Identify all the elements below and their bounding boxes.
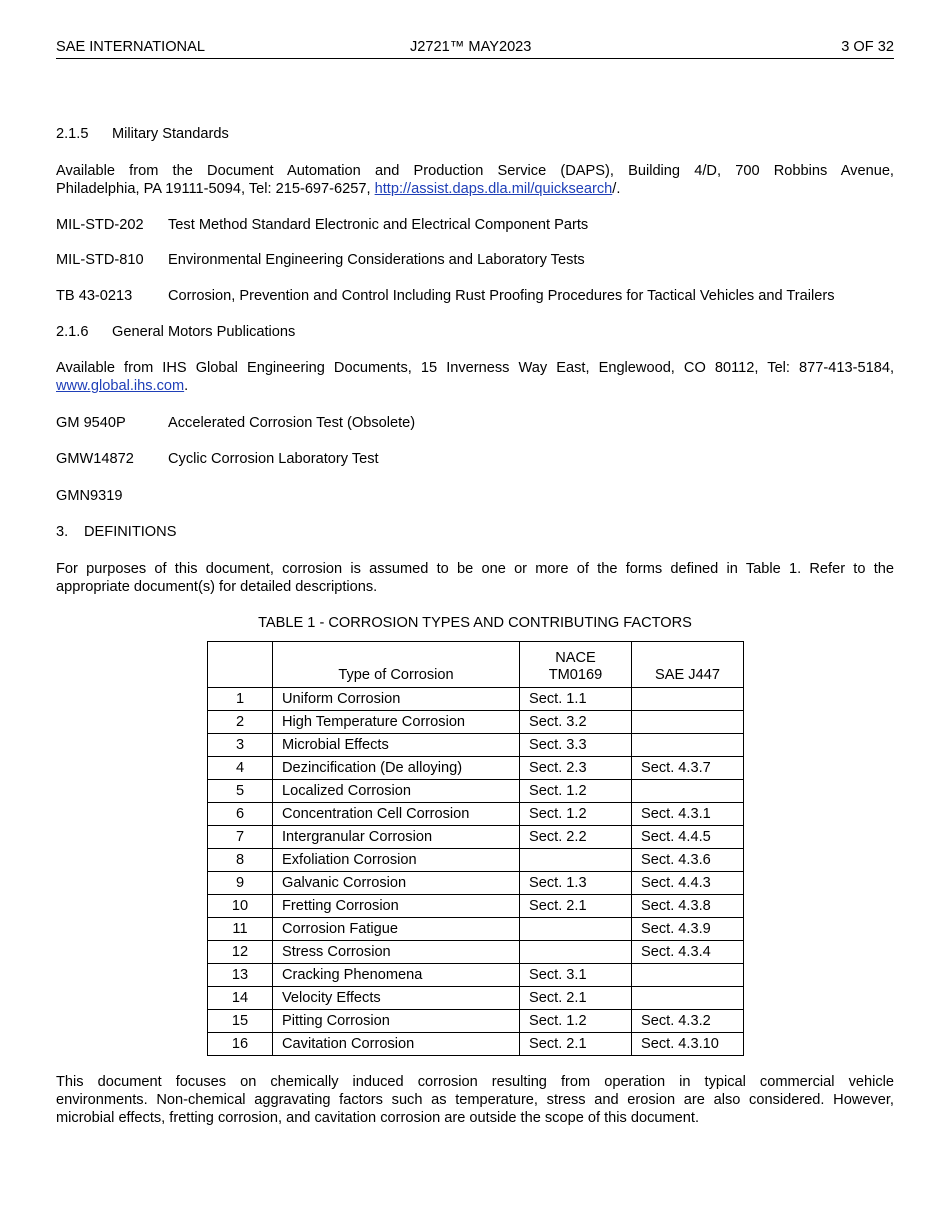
row-index-cell: 10 (208, 895, 273, 918)
row-index-cell: 9 (208, 872, 273, 895)
header-cell-index (208, 642, 273, 688)
reference-entry (56, 251, 585, 269)
header-nace-line2: TM0169 (548, 667, 603, 683)
sae-section-cell (632, 734, 744, 757)
sae-section-cell: Sect. 4.4.3 (632, 872, 744, 895)
reference-code: TB 43-0213 (56, 288, 133, 304)
ihs-availability-paragraph (56, 359, 894, 395)
reference-title: Corrosion, Prevention and Control Including Rust Proofing Procedures for Tactical Vehicles and Trailers (168, 288, 835, 304)
table-row (208, 711, 744, 734)
row-index-cell: 16 (208, 1033, 273, 1056)
reference-entry (56, 216, 588, 234)
nace-section-cell: Sect. 3.2 (520, 711, 632, 734)
reference-code: MIL-STD-202 (56, 217, 144, 233)
sae-section-cell: Sect. 4.3.10 (632, 1033, 744, 1056)
reference-code: GMW14872 (56, 451, 134, 467)
table-row (208, 895, 744, 918)
table-row (208, 964, 744, 987)
paragraph-line-end: /. (612, 181, 621, 197)
paragraph-line: Available from the Document Automation and Production Service (DAPS), Building 4/D, 700 Robbins Avenue, (56, 163, 894, 179)
section-number: 2.1.5 (56, 126, 89, 142)
section-number: 2.1.6 (56, 324, 89, 340)
sae-section-cell: Sect. 4.3.2 (632, 1010, 744, 1033)
nace-section-cell (520, 849, 632, 872)
corrosion-type-cell: Pitting Corrosion (273, 1010, 520, 1033)
ihs-website-link[interactable]: www.global.ihs.com (56, 378, 185, 394)
sae-section-cell: Sect. 4.3.9 (632, 918, 744, 941)
row-index-cell: 12 (208, 941, 273, 964)
table-row (208, 1010, 744, 1033)
reference-title: Environmental Engineering Considerations and Laboratory Tests (168, 252, 585, 268)
sae-section-cell: Sect. 4.4.5 (632, 826, 744, 849)
table-row (208, 941, 744, 964)
scope-note-paragraph (56, 1073, 894, 1127)
nace-section-cell: Sect. 1.1 (520, 688, 632, 711)
header-cell-nace (520, 642, 632, 688)
table-row (208, 757, 744, 780)
sae-section-cell (632, 987, 744, 1010)
nace-section-cell: Sect. 3.1 (520, 964, 632, 987)
reference-entry (56, 450, 379, 468)
section-title: DEFINITIONS (84, 524, 177, 540)
reference-code: MIL-STD-810 (56, 252, 144, 268)
corrosion-type-cell: Dezincification (De alloying) (273, 757, 520, 780)
corrosion-types-table (207, 641, 744, 1056)
daps-availability-paragraph (56, 162, 894, 198)
reference-entry (56, 487, 168, 505)
header-cell-type: Type of Corrosion (273, 642, 520, 688)
sae-section-cell: Sect. 4.3.7 (632, 757, 744, 780)
section-title: Military Standards (112, 126, 229, 142)
corrosion-type-cell: Cracking Phenomena (273, 964, 520, 987)
section-heading-2-1-5 (56, 125, 229, 143)
sae-section-cell (632, 688, 744, 711)
section-heading-2-1-6 (56, 323, 295, 341)
table-row (208, 688, 744, 711)
nace-section-cell: Sect. 1.2 (520, 803, 632, 826)
table-row (208, 849, 744, 872)
reference-entry (56, 287, 835, 305)
corrosion-type-cell: Galvanic Corrosion (273, 872, 520, 895)
reference-title: Test Method Standard Electronic and Electrical Component Parts (168, 217, 589, 233)
table-row (208, 826, 744, 849)
sae-section-cell: Sect. 4.3.4 (632, 941, 744, 964)
nace-section-cell: Sect. 3.3 (520, 734, 632, 757)
paragraph-line-end: . (184, 378, 189, 394)
row-index-cell: 1 (208, 688, 273, 711)
corrosion-type-cell: Stress Corrosion (273, 941, 520, 964)
row-index-cell: 11 (208, 918, 273, 941)
header-doc-id: J2721™ MAY2023 (410, 39, 532, 55)
paragraph-line: For purposes of this document, corrosion is assumed to be one or more of the forms defined in Table 1. Refer to the (56, 561, 894, 577)
table-row (208, 1033, 744, 1056)
corrosion-type-cell: Corrosion Fatigue (273, 918, 520, 941)
corrosion-type-cell: Exfoliation Corrosion (273, 849, 520, 872)
corrosion-type-cell: Localized Corrosion (273, 780, 520, 803)
header-page-number: 3 OF 32 (841, 39, 894, 55)
header-cell-sae: SAE J447 (632, 642, 744, 688)
table-row (208, 803, 744, 826)
sae-section-cell: Sect. 4.3.8 (632, 895, 744, 918)
nace-section-cell: Sect. 2.1 (520, 1033, 632, 1056)
reference-code: GM 9540P (56, 415, 126, 431)
table-row (208, 918, 744, 941)
corrosion-type-cell: Uniform Corrosion (273, 688, 520, 711)
reference-title: Accelerated Corrosion Test (Obsolete) (168, 415, 416, 431)
reference-entry (56, 414, 415, 432)
table-row (208, 780, 744, 803)
corrosion-type-cell: Concentration Cell Corrosion (273, 803, 520, 826)
sae-section-cell: Sect. 4.3.6 (632, 849, 744, 872)
nace-section-cell: Sect. 1.2 (520, 780, 632, 803)
corrosion-type-cell: Microbial Effects (273, 734, 520, 757)
row-index-cell: 5 (208, 780, 273, 803)
sae-section-cell: Sect. 4.3.1 (632, 803, 744, 826)
table-row (208, 872, 744, 895)
corrosion-type-cell: Velocity Effects (273, 987, 520, 1010)
paragraph-line: environments. Non-chemical aggravating factors such as temperature, stress and erosion are also considered. However, (56, 1092, 894, 1108)
row-index-cell: 6 (208, 803, 273, 826)
page-header (56, 38, 894, 59)
row-index-cell: 13 (208, 964, 273, 987)
sae-section-cell (632, 780, 744, 803)
table-caption: TABLE 1 - CORROSION TYPES AND CONTRIBUTING FACTORS (258, 615, 692, 631)
row-index-cell: 14 (208, 987, 273, 1010)
sae-section-cell (632, 711, 744, 734)
corrosion-type-cell: Intergranular Corrosion (273, 826, 520, 849)
nace-section-cell: Sect. 2.1 (520, 895, 632, 918)
corrosion-type-cell: Cavitation Corrosion (273, 1033, 520, 1056)
nace-section-cell (520, 941, 632, 964)
reference-code: GMN9319 (56, 488, 123, 504)
row-index-cell: 15 (208, 1010, 273, 1033)
row-index-cell: 4 (208, 757, 273, 780)
nace-section-cell: Sect. 2.2 (520, 826, 632, 849)
reference-title: Cyclic Corrosion Laboratory Test (168, 451, 379, 467)
daps-quicksearch-link[interactable]: http://assist.daps.dla.mil/quicksearch (374, 181, 613, 197)
paragraph-line: Philadelphia, PA 19111-5094, Tel: 215-697-6257, (56, 181, 375, 197)
nace-section-cell: Sect. 1.2 (520, 1010, 632, 1033)
section-title: General Motors Publications (112, 324, 296, 340)
table-row (208, 734, 744, 757)
header-org: SAE INTERNATIONAL (56, 39, 205, 55)
paragraph-line: This document focuses on chemically induced corrosion resulting from operation in typical commercial vehicle (56, 1074, 894, 1090)
header-nace-line1: NACE (555, 650, 596, 666)
section-heading-3 (56, 523, 176, 541)
section-number: 3. (56, 524, 69, 540)
nace-section-cell: Sect. 2.1 (520, 987, 632, 1010)
nace-section-cell: Sect. 1.3 (520, 872, 632, 895)
paragraph-line: Available from IHS Global Engineering Documents, 15 Inverness Way East, Englewood, CO 80112, Tel: 877-413-5184, (56, 360, 894, 376)
table-header-row (208, 642, 744, 688)
nace-section-cell (520, 918, 632, 941)
paragraph-line: appropriate document(s) for detailed descriptions. (56, 579, 378, 595)
row-index-cell: 7 (208, 826, 273, 849)
corrosion-type-cell: High Temperature Corrosion (273, 711, 520, 734)
sae-section-cell (632, 964, 744, 987)
corrosion-type-cell: Fretting Corrosion (273, 895, 520, 918)
nace-section-cell: Sect. 2.3 (520, 757, 632, 780)
row-index-cell: 3 (208, 734, 273, 757)
paragraph-line: microbial effects, fretting corrosion, and cavitation corrosion are outside the scope of this document. (56, 1110, 700, 1126)
table-row (208, 987, 744, 1010)
definitions-intro-paragraph (56, 560, 894, 596)
row-index-cell: 2 (208, 711, 273, 734)
row-index-cell: 8 (208, 849, 273, 872)
